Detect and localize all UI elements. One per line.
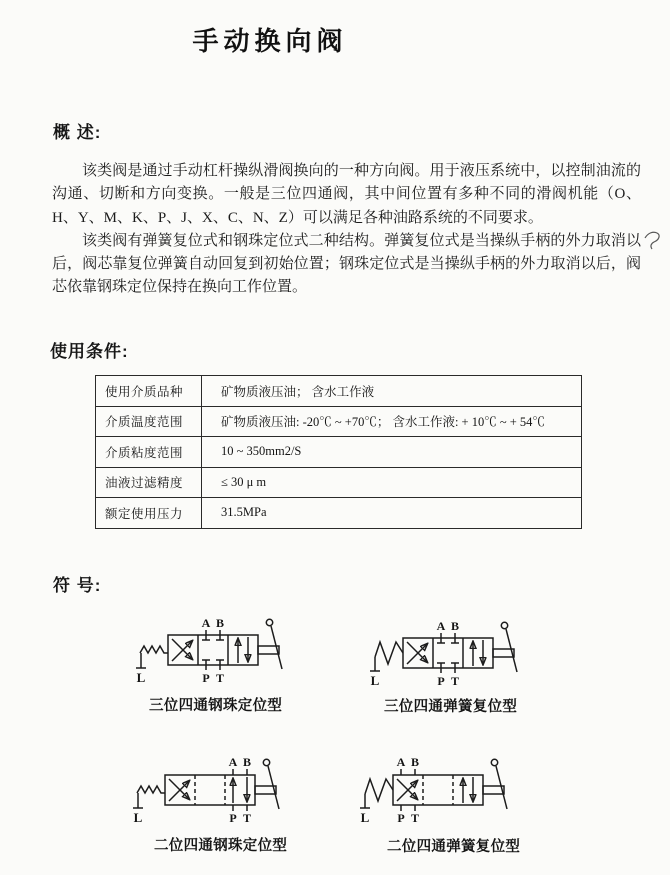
valve-body bbox=[403, 638, 493, 668]
port-label-l: L bbox=[136, 670, 146, 685]
port-label-l: L bbox=[133, 810, 143, 825]
crossed-flow-arrows bbox=[407, 642, 427, 664]
row-value: 31.5MPa bbox=[202, 498, 582, 529]
valve-body bbox=[168, 635, 258, 665]
overview-paragraph-2: 该类阀有弹簧复位式和钢珠定位式二种结构。弹簧复位式是当操纵手柄的外力取消以后，阀芯靠复位弹簧自动回复到初始位置；钢珠定位式是当操纵手柄的外力取消以后，阀芯依靠钢珠定位保持在换向工作位置。 bbox=[52, 232, 641, 296]
row-label: 油液过滤精度 bbox=[96, 467, 202, 498]
row-label: 介质温度范围 bbox=[96, 406, 202, 437]
port-label-b: B bbox=[242, 755, 252, 769]
port-label-a: A bbox=[201, 616, 211, 630]
table-row bbox=[96, 498, 582, 529]
parallel-flow-arrows bbox=[473, 640, 483, 666]
diagram-caption: 二位四通钢珠定位型 bbox=[154, 838, 288, 854]
detent-icon bbox=[136, 646, 168, 668]
port-label-p: P bbox=[397, 811, 405, 825]
crossed-flow-arrows bbox=[169, 779, 189, 801]
port-label-t: T bbox=[450, 674, 460, 688]
diagram-caption: 三位四通弹簧复位型 bbox=[384, 699, 518, 715]
port-label-a: A bbox=[436, 619, 446, 633]
port-label-p: P bbox=[437, 674, 445, 688]
diagram-caption: 三位四通钢珠定位型 bbox=[149, 698, 283, 714]
port-label-t: T bbox=[410, 811, 420, 825]
spring-icon bbox=[370, 642, 403, 671]
lever-icon bbox=[493, 622, 517, 672]
port-label-l: L bbox=[370, 673, 380, 688]
table-row bbox=[96, 437, 582, 468]
parallel-flow-arrows bbox=[233, 777, 247, 803]
valve-body bbox=[165, 775, 255, 805]
row-value: 10 ~ 350mm2/S bbox=[202, 437, 582, 468]
lever-icon bbox=[258, 619, 282, 669]
page-title: 手动换向阀 bbox=[192, 26, 348, 56]
detent-icon bbox=[133, 786, 165, 808]
port-label-b: B bbox=[215, 616, 225, 630]
valve-body bbox=[393, 775, 483, 805]
overview-text bbox=[52, 160, 641, 300]
port-label-b: B bbox=[410, 755, 420, 769]
crossed-flow-arrows bbox=[397, 779, 417, 801]
section-heading-conditions: 使用条件: bbox=[50, 342, 129, 361]
lever-icon bbox=[255, 759, 279, 809]
table-row bbox=[96, 406, 582, 437]
row-value: ≤ 30 μ m bbox=[202, 467, 582, 498]
conditions-table-body bbox=[96, 376, 582, 529]
row-value: 矿物质液压油； 含水工作液 bbox=[202, 376, 582, 407]
closed-center-ports bbox=[437, 633, 459, 673]
section-heading-overview: 概 述: bbox=[53, 123, 102, 142]
row-label: 额定使用压力 bbox=[96, 498, 202, 529]
parallel-flow-arrows bbox=[238, 637, 248, 663]
crossed-flow-arrows bbox=[172, 639, 192, 661]
lever-icon bbox=[483, 759, 507, 809]
port-label-p: P bbox=[229, 811, 237, 825]
row-label: 介质粘度范围 bbox=[96, 437, 202, 468]
table-row bbox=[96, 376, 582, 407]
conditions-table bbox=[95, 375, 582, 529]
port-label-l: L bbox=[360, 810, 370, 825]
stray-pen-mark-icon bbox=[642, 226, 666, 252]
section-heading-symbols: 符 号: bbox=[53, 576, 102, 595]
port-label-b: B bbox=[450, 619, 460, 633]
port-label-a: A bbox=[396, 755, 406, 769]
port-label-t: T bbox=[242, 811, 252, 825]
row-value: 矿物质液压油: -20℃ ~ +70℃； 含水工作液: + 10℃ ~ + 54℃ bbox=[202, 406, 582, 437]
overview-paragraph-1: 该类阀是通过手动杠杆操纵滑阀换向的一种方向阀。用于液压系统中，以控制油流的沟通、切断和方向变换。一般是三位四通阀，其中间位置有多种不同的滑阀机能（O、H、Y、M、K、P、J、X、C、N、Z）可以满足各种油路系统的不同要求。 bbox=[52, 163, 641, 226]
table-row bbox=[96, 467, 582, 498]
row-label: 使用介质品种 bbox=[96, 376, 202, 407]
port-label-p: P bbox=[202, 671, 210, 685]
parallel-flow-arrows bbox=[463, 777, 473, 803]
diagram-caption: 二位四通弹簧复位型 bbox=[387, 839, 521, 855]
port-label-t: T bbox=[215, 671, 225, 685]
port-label-a: A bbox=[228, 755, 238, 769]
closed-center-ports bbox=[202, 630, 224, 670]
spring-icon bbox=[360, 779, 393, 808]
